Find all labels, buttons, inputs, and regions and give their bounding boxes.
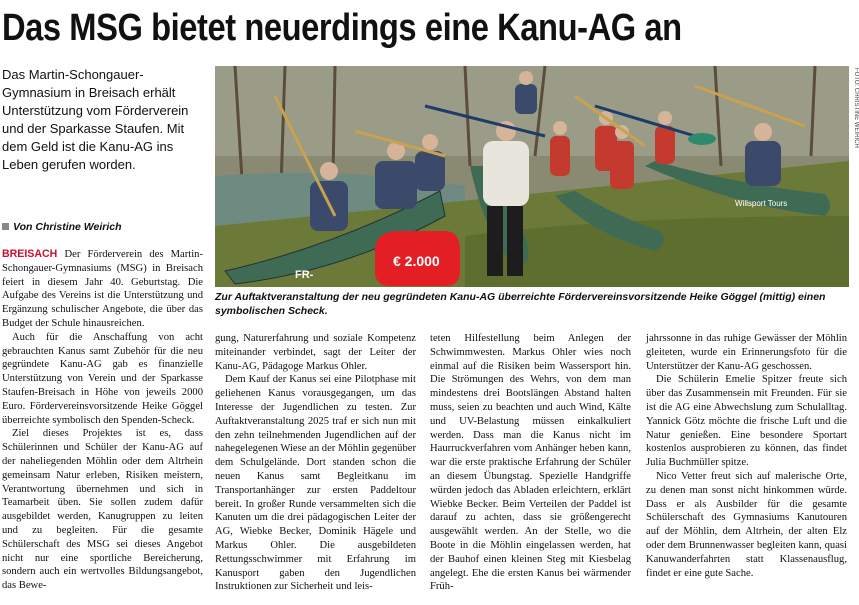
photo-caption: Zur Auftaktveranstaltung der neu gegründeten Kanu-AG überreichte Fördervereinsvorsitzende Heike Göggel (mittig) einen symbolischen Scheck. <box>215 291 826 317</box>
paragraph <box>2 248 203 331</box>
byline-text: Von Christine Weirich <box>13 221 122 233</box>
paragraph: Nico Vetter freut sich auf malerische Orte, zu denen man sonst nicht hinkommen würde. Dass er als Ausbilder für die gesamte Schülerschaft des Gymnasiums Kanutouren auf der Möhlin, dem Altrhein, der alten Elz oder dem Brunnenwasser begleiten kann, quasi Kanuwanderfahrten statt Klassenausflug, findet er eine gute Sache. <box>646 470 847 579</box>
byline-marker <box>2 223 9 230</box>
paragraph: gung, Naturerfahrung und soziale Kompetenz miteinander verbindet, sagt der Leiter der Kanu-AG, Pädagoge Markus Ohler. <box>215 333 416 372</box>
dateline: BREISACH <box>2 248 58 260</box>
article-column-4 <box>646 332 847 580</box>
article-column-3 <box>430 332 631 594</box>
article-column-1 <box>2 248 203 593</box>
canoe-left-label: FR- <box>295 269 314 281</box>
photo-illustration <box>215 66 849 287</box>
paragraph: Ziel dieses Projektes ist es, dass Schülerinnen und Schüler der Kanu-AG auf der naheliegenden Möhlin oder dem Altrhein gemeinsam Natur erleben, Risiken meistern, Verantwortung übernehmen und sich in Teamarbeit üben. Sie sollen zudem dafür ausgebildet werden, Kanugruppen zu leiten und zu begleiten. Für die gesamte Schülerschaft des MSG sei dieses Angebot nicht nur eine sportliche Bereicherung, sondern auch ein wertvolles Bildungsangebot, das Bewe- <box>2 428 203 592</box>
article-photo <box>215 66 849 287</box>
paragraph: Auch für die Anschaffung von acht gebrauchten Kanus samt Zubehör für die neu gegründete Kanu-AG gab es finanzielle Unterstützung von Verein und der Sparkasse Staufen-Breisach in Höhe von jeweils 2000 Euro. Fördervereinsvorsitzende Heike Göggel überreichte symbolisch den Spenden-Scheck. <box>2 331 203 426</box>
paragraph: Dem Kauf der Kanus sei eine Pilotphase mit geliehenen Kanus vorausgegangen, um das Interesse der Jugendlichen zu testen. Zur Auftaktveranstaltung 2025 traf er sich nun mit den zehn teilnehmenden Jugendlichen auf der nahegelegenen Wiese an der Möhlin gegenüber dem Schulgelände. Dort standen schon die neuen Kanus samt Begleitkanu im Transportanhänger zur ersten Paddeltour bereit. In großer Runde versammelten sich die Kanuten um die drei pädagogischen Leiter der AG, Wiebke Becker, Dominik Hägele und Markus Ohler. Die ausgebildeten Rettungsschwimmer mit Erfahrung im Kanusport gaben den Jugendlichen Instruktionen zur Sicherheit und leis- <box>215 374 416 593</box>
paragraph: jahrssonne in das ruhige Gewässer der Möhlin gleiteten, wurde ein Erinnerungsfoto für die Unterstützer der Kanu-AG geschossen. <box>646 333 847 372</box>
article-column-2 <box>215 332 416 594</box>
check-amount: € 2.000 <box>393 253 440 269</box>
article-headline: Das MSG bietet neuerdings eine Kanu-AG an <box>2 7 682 49</box>
article-lead: Das Martin-Schongauer-Gymnasium in Breisach erhält Unterstützung vom Förderverein und der Sparkasse Staufen. Mit dem Geld ist die Kanu-AG ins Leben gerufen worden. <box>2 67 189 172</box>
byline <box>2 221 207 233</box>
paragraph: Die Schülerin Emelie Spitzer freute sich über das Zusammensein mit Freunden. Für sie ist die AG eine Abwechslung zum Schulalltag. Yannick Götz möchte die frische Luft und die Natur genießen. Eine besondere Sportart kostenlos ausprobieren zu können, das findet Julia Buchmüller spitze. <box>646 374 847 469</box>
paragraph-text: Der Förderverein des Martin-Schongauer-Gymnasiums (MSG) in Breisach feiert in diesem Jahr 40. Geburtstag. Die Aufgabe des Vereins ist die Unterstützung und Ergänzung schulischer Angebote, die über das Budget der Schule hinausreichen. <box>2 249 203 329</box>
canoe-label: Willsport Tours <box>735 199 788 208</box>
photo-credit: FOTO: CHRISTINE WEIRICH <box>853 68 859 148</box>
paragraph: teten Hilfestellung beim Anlegen der Schwimmwesten. Markus Ohler wies noch einmal auf die Risiken beim Wassersport hin. Die Strömungen des Wehrs, von dem man mindestens drei Bootslängen Abstand halten muss, seien zu beachten und auch Wind, Kälte und UV-Belastung müssen einkalkuliert werden. Dass man die Kanus nicht im Haurruckverfahren vom Anhänger heben kann, war die erste praktische Erfahrung der Schüler an diesem Übungstag. Spezielle Handgriffe würden jedoch das Abladen erleichtern, erklärt Wiebke Becker. Beim Verteilen der Paddel ist darauf zu achten, dass sie größengerecht ausgewählt werden. An der Stelle, wo die Boote in die Möhlin eingelassen werden, hat der Bauhof einen kleinen Steg mit Kiesbelag angelegt. Ehe die ersten Kanus bei wärmender Früh- <box>430 333 631 593</box>
